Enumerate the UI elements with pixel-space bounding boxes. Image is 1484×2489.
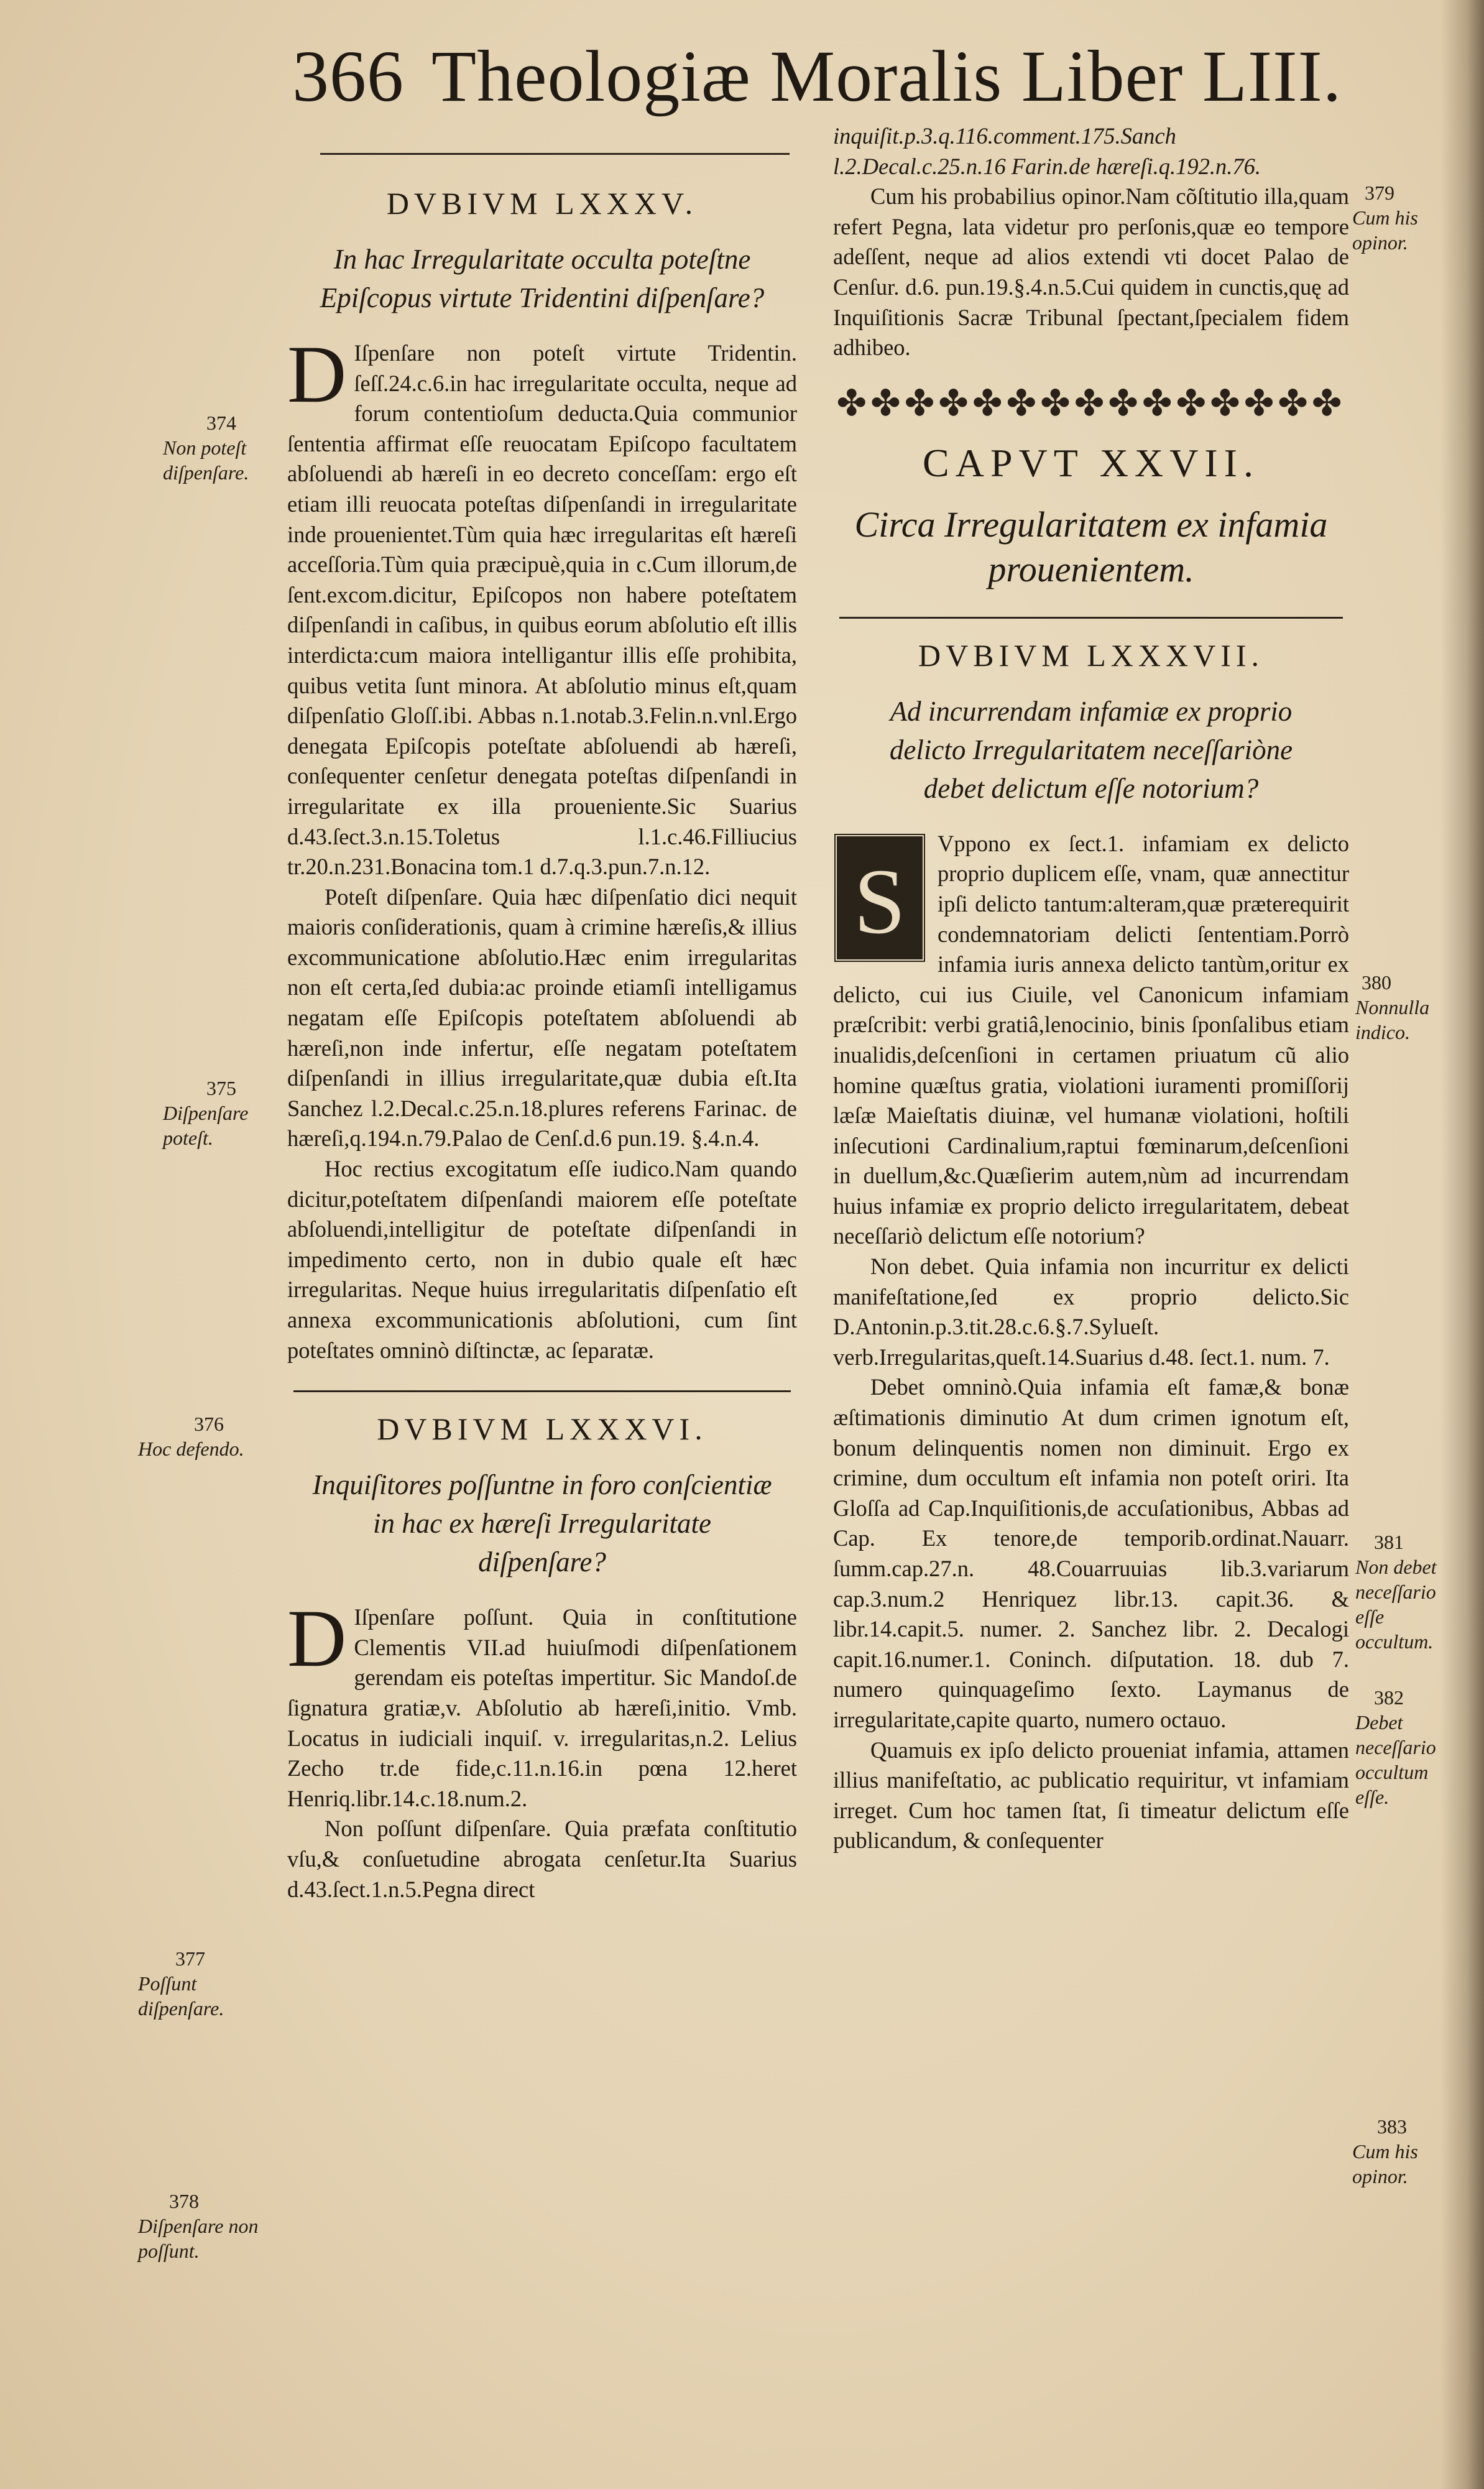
caput-rule: [839, 617, 1343, 619]
left-column: [287, 174, 797, 1905]
continuation-paragraph: Cum his probabilius opinor.Nam cõſtitutio illa,quam refert Pegna, lata videtur pro perſonis,quæ eo tempore adeſſent, neque ad alios extendi vti docet Palao de Cenſur. d.6. pun.19.§.4.n.5.Cui quidem in cunctis,quę ad Inquiſitionis Sacræ Tribunal ſpectant,ſpecialem fidem adhibeo.: [833, 183, 1349, 361]
ornate-drop-cap-s: S: [833, 833, 926, 963]
section-rule: [293, 1390, 791, 1392]
margin-note-375: 375 Diſpenſare poteſt.: [163, 1077, 249, 1149]
margin-note-377: 377 Poſſunt diſpenſare.: [138, 1947, 224, 2020]
continuation-citation: inquiſit.p.3.q.116.comment.175.Sanch l.2.Decal.c.25.n.16 Farin.de hæreſi.q.192.n.76.: [833, 123, 1261, 179]
dubium-87-paragraph-1: S Vppono ex ſect.1. infamiam ex delicto proprio duplicem eſſe, vnam, quæ annectitur ipſi delicto tantum:alteram,quæ præterequirit condemnatoriam delicti ſententiam.Porrò infamia iuris annexa delicto tantùm,oritur ex delicto, cui ius Ciuile, vel Canonicum infamiam præſcribit: verbi gratiâ,lenocinio, binis ſponſalibus etiam inualidis,deſcenſioni in certamen priuatum cũ alio homine quæſtus gratia, violationi iuramenti promiſſorij læſæ Maieſtatis diuinæ, vel humanæ violationi, hoſtili inſecutioni Cardinalium,raptui fœminarum,deſcenſioni in duellum,&c.Quæſierim autem,nùm ad incurrendam huius infamiæ ex proprio delicto irregularitatem, debeat neceſſariò delictum eſſe notorium?: [833, 830, 1349, 1249]
margin-note-378: 378 Diſpenſare non poſſunt.: [138, 2190, 259, 2262]
header-rule-left: [320, 153, 790, 155]
dubium-85-paragraph-1: D Iſpenſare non poteſt virtute Tridentin. ſeſſ.24.c.6.in hac irregularitate occulta, neque ad forum contentioſum deducta.Quia communior ſententia affirmat eſſe reuocatam Epiſcopo facultatem abſoluendi ab hæreſi in eo decreto conceſſam: ergo eſt etiam illi reuocata poteſtas diſpenſandi in irregularitate inde prouenientet.Tùm quia hæc irregularitas eſt hæreſi acceſſoria.Tùm quia præcipuè,quia in c.Cum illorum,de ſent.excom.dicitur, Epiſcopos non habere poteſtatem diſpenſandi in caſibus, in quibus eorum abſolutio eſt illis interdicta:cum maiora intelligantur illis eſſe prohibita, quibus vetita ſunt minora. At abſolutio minus eſt,quam diſpenſatio Gloſſ.ibi. Abbas n.1.notab.3.Felin.n.vnl.Ergo denegata Epiſcopis poteſtate abſoluendi ab hæreſi, conſequenter cenſetur denegata poteſtas diſpenſandi in irregularitate ex illa prouenientе.Sic Suarius d.43.ſect.3.n.15.Toletus l.1.c.46.Filliucius tr.20.n.231.Bonacina tom.1 d.7.q.3.pun.7.n.12.: [287, 328, 797, 880]
page-number: 366: [292, 35, 404, 117]
dubium-87-paragraph-2: Non debet. Quia infamia non incurritur ex delicti manifeſtatione,ſed ex proprio delicto.Sic D.Antonin.p.3.tit.28.c.6.§.7.Syluеſt. verb.Irregularitas,queſt.14.Suarius d.48. ſect.1. num. 7.: [833, 1254, 1349, 1370]
margin-note-383: 383 Cum his opinor.: [1352, 2115, 1418, 2187]
dubium-87-question: Ad incurrendam infamiæ ex proprio delicto Irregularitatem neceſſariòne debet delictum eſſe notorium?: [889, 695, 1293, 804]
margin-note-381: 381 Non debet neceſſario eſſe occultum.: [1355, 1531, 1437, 1653]
caput-subtitle: Circa Irregularitatem ex infamia prouenientem.: [854, 504, 1328, 589]
right-column: [833, 121, 1349, 1856]
running-title: Theologiæ Moralis Liber LIII.: [431, 35, 1342, 117]
margin-note-379: 379 Cum his opinor.: [1352, 182, 1418, 254]
dubium-86-question: Inquiſitores poſſuntne in foro conſcientiæ in hac ex hæreſi Irregularitate diſpenſare?: [312, 1469, 772, 1578]
drop-cap-d: D: [287, 1592, 347, 1684]
caput-heading: CAPVT XXVII.: [923, 440, 1260, 485]
dubium-85-paragraph-2: Poteſt diſpenſare. Quia hæc diſpenſatio dici nequit maioris conſiderationis, quam à crimine hæreſis,& illius excommunicatione abſolutio.Hæc enim irregularitas non eſt certa,ſed dubia:ac proinde etiamſi intelligamus negatam eſſe Epiſcopis poteſtatem abſoluendi ab hæreſi,non inde infertur, eſſe negatam poteſtatem diſpenſandi in illius irregularitate,quæ dubia eſt.Ita Sanchez l.2.Decal.c.25.n.18.plures referens Farinac. de hæreſi,q.194.n.79.Palao de Cenſ.d.6 pun.19. §.4.n.4.: [287, 884, 797, 1152]
margin-note-382: 382 Debet neceſſario occultum eſſe.: [1355, 1686, 1436, 1808]
margin-note-376: 376 Hoc defendo.: [138, 1413, 244, 1460]
margin-note-380: 380 Nonnulla indico.: [1355, 971, 1430, 1043]
dubium-87-paragraph-3: Debet omninò.Quia infamia eſt famæ,& bonæ æſtimationis diminutio At dum crimen ignotum eſt, bonum delinquentis nomen non diminuit. Ergo ex crimine, dum occultum eſt infamia non poteſt oriri. Ita Gloſſa ad Cap.Inquiſitionis,de accuſationibus, Abbas ad Cap. Ex tenore,de temporib.ordinat.Nauarr. ſumm.cap.27.n. 48.Couarruuias lib.3.variarum cap.3.num.2 Henriquez libr.13. capit.36. & libr.14.capit.5. numer. 2. Sanchez libr. 2. Decalogi capit.16.numer.1. Coninch. diſputation. 18. dub 7. numero quinquageſimo ſexto. Laymanus de irregularitate,capite quarto, numero octauo.: [833, 1374, 1349, 1732]
margin-note-374: 374 Non poteſt diſpenſare.: [163, 412, 249, 484]
dubium-86-paragraph-1: D Iſpenſare poſſunt. Quia in conſtitutione Clementis VII.ad huiuſmodi diſpenſationem gerendam eis poteſtas impertitur. Sic Mandoſ.de ſignatura gratiæ,v. Abſolutio ab hæreſi,initio. Vmb. Locatus in iudiciali inquiſ. v. irregularitas,n.2. Lelius Zecho tr.de fide,c.11.n.16.in pœna 12.heret Henriq.libr.14.c.18.num.2.: [287, 1592, 797, 1811]
dubium-85-heading: DVBIVM LXXXV.: [386, 186, 698, 221]
dubium-85-paragraph-3: Hoc rectius excogitatum eſſe iudico.Nam quando dicitur,poteſtatem diſpenſandi maiorem eſſe poteſtate abſoluendi,intelligitur de poteſtate diſpenſandi in impedimento certo, non in dubio quale eſt hæc irregularitas. Neque huius irregularitatis diſpenſatio eſt anneхa excommunicationis abſolutioni, cum ſint poteſtates omninò diſtinctæ, ac ſeparatæ.: [287, 1156, 797, 1363]
dubium-87-heading: DVBIVM LXXXVII.: [918, 637, 1265, 673]
drop-cap-d: D: [287, 328, 347, 420]
dubium-87-paragraph-4: Quamuis ex ipſo delicto proueniat infamia, attamen illius manifeſtatio, ac publicatio requiritur, vt infamiam irreget. Cum hoc tamen ſtat, ſi timeatur delictum eſſe publicandum, & conſequenter: [833, 1737, 1349, 1854]
dubium-85-question: In hac Irregularitate occulta poteſtne Epiſcopus virtute Tridentini diſpenſare?: [320, 244, 765, 313]
ornamental-band: ✤✤✤✤✤✤✤✤✤✤✤✤✤✤✤: [836, 381, 1346, 424]
dubium-86-heading: DVBIVM LXXXVI.: [377, 1411, 707, 1447]
dubium-86-paragraph-2: Non poſſunt diſpenſare. Quia præfata conſtitutio vſu,& conſuetudine abrogata cenſetur.Ita Suarius d.43.ſect.1.n.5.Pegna direct: [287, 1816, 797, 1902]
running-header: [292, 30, 1349, 123]
